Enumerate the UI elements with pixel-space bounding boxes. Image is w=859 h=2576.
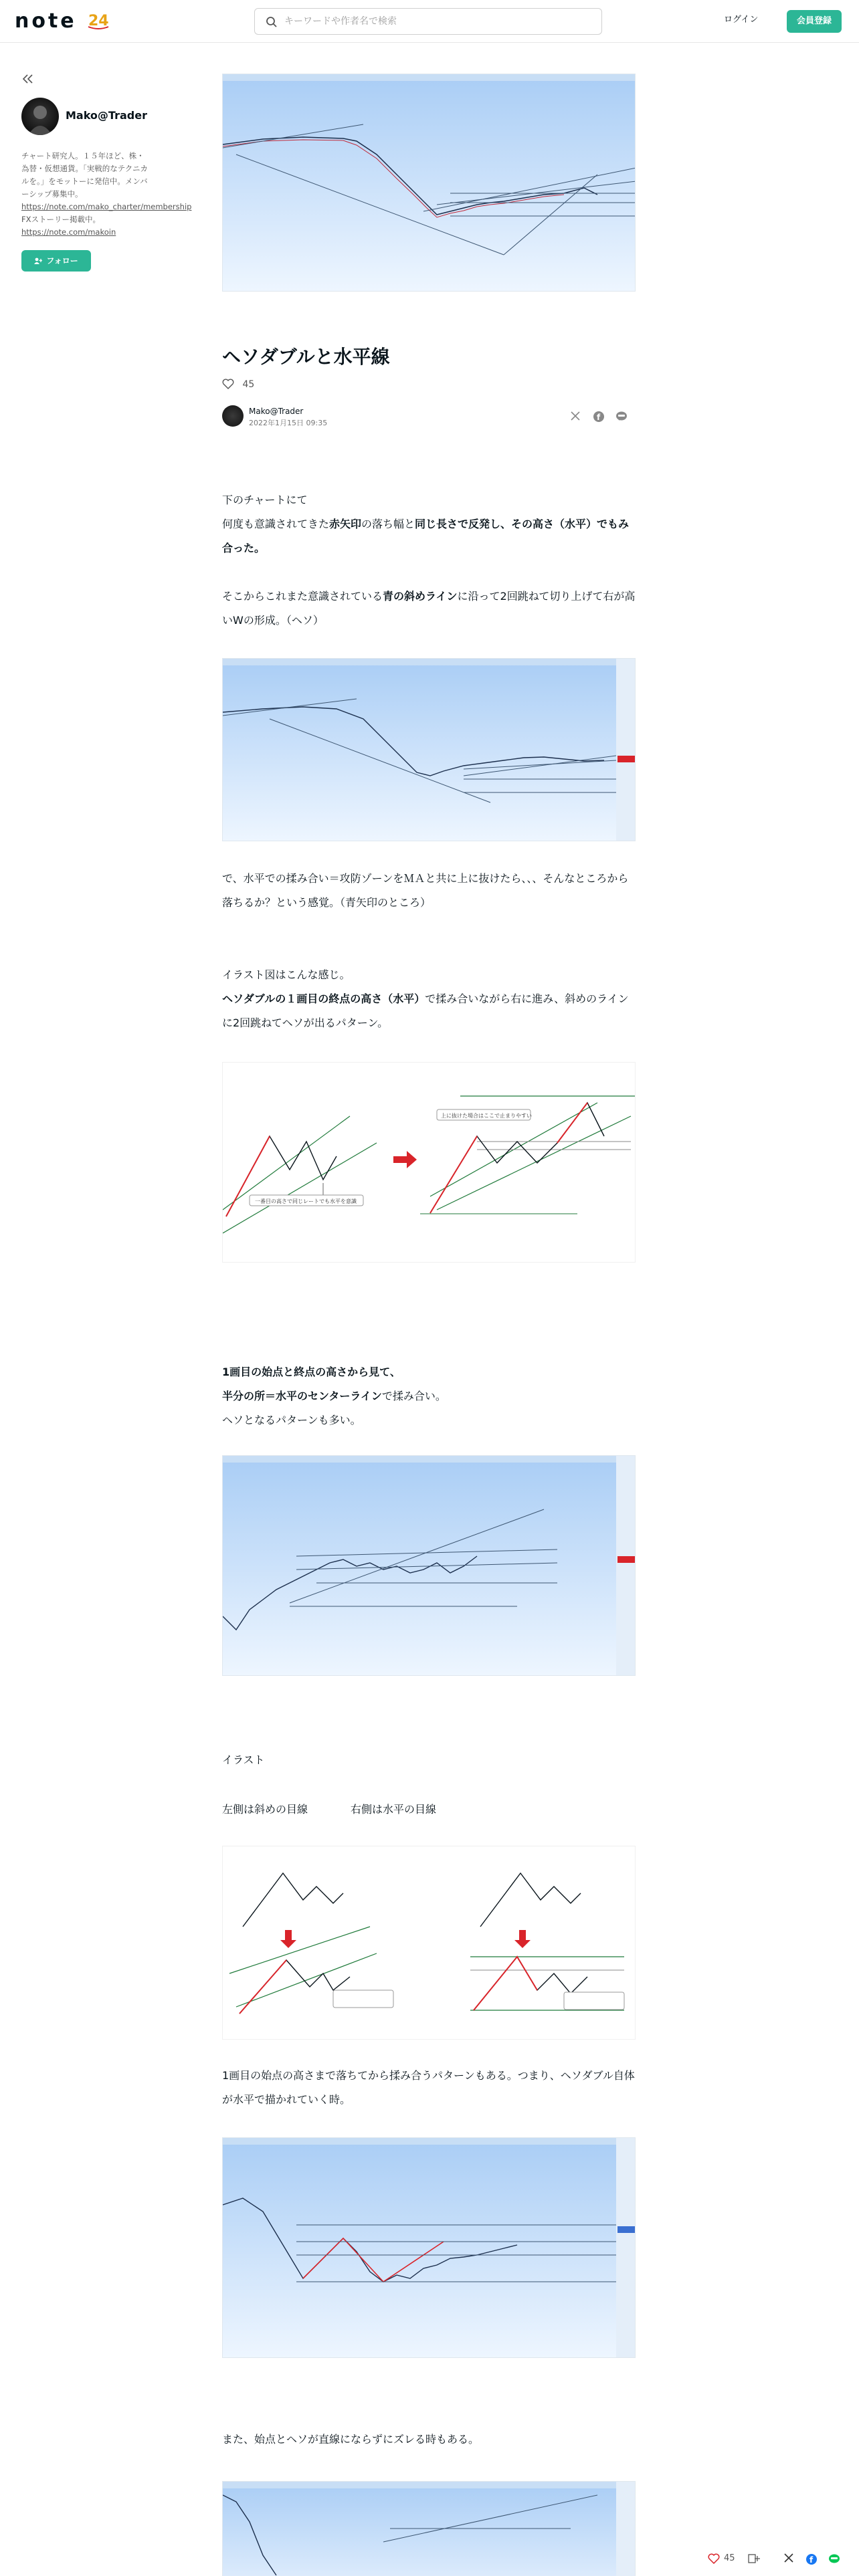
paragraph-1 xyxy=(222,488,636,560)
publish-date: 2022年1月15日 09:35 xyxy=(249,419,328,427)
p8-text: 1画目の始点の高さまで落ちてから揉み合うパターンもある。つまり、ヘソダブル自体が水平で描かれていく時。 xyxy=(222,2069,635,2106)
p2-bold-b: 青の斜めライン xyxy=(383,590,458,603)
paragraph-2 xyxy=(222,584,636,633)
float-facebook-icon[interactable] xyxy=(805,2553,818,2568)
search-box[interactable] xyxy=(254,8,602,35)
facebook-share-icon[interactable] xyxy=(593,411,606,424)
author-name[interactable]: Mako@Trader xyxy=(249,407,304,416)
p6-text: イラスト xyxy=(222,1753,265,1766)
creator-avatar[interactable] xyxy=(21,98,59,135)
paragraph-5 xyxy=(222,1360,636,1432)
p1-text-a: 何度も意識されてきた xyxy=(222,518,330,530)
anniversary-badge-icon xyxy=(87,8,110,31)
p1-bold-b: 赤矢印 xyxy=(329,518,362,530)
avatar-silhouette-icon xyxy=(21,98,59,135)
chart-2-graphic xyxy=(223,659,636,841)
follow-label: フォロー xyxy=(46,256,78,265)
header-chart-image[interactable] xyxy=(222,74,636,292)
like-count: 45 xyxy=(242,379,255,390)
heart-icon xyxy=(222,379,234,389)
paragraph-8 xyxy=(222,2064,636,2112)
search-icon xyxy=(266,16,278,28)
p1-line1: 下のチャートにて xyxy=(222,494,308,506)
float-x-icon[interactable] xyxy=(784,2553,793,2565)
chart-image-3[interactable] xyxy=(222,1455,636,1676)
signup-button[interactable]: 会員登録 xyxy=(787,10,842,33)
collapse-sidebar-icon[interactable] xyxy=(21,74,35,84)
bio-text: チャート研究人。１５年ほど、株・為替・仮想通貨。「実戦的なテクニカルを。」をモットーに発信中。メンバーシップ募集中。 xyxy=(21,151,149,199)
x-share-icon[interactable] xyxy=(570,411,583,424)
chart-5-graphic xyxy=(223,2482,636,2576)
logo-text: note xyxy=(15,9,77,33)
svg-text:f: f xyxy=(809,2555,814,2565)
illustration-2-graphic xyxy=(223,1846,636,2040)
illustration-1-top-label: 上に抜けた場合はここで止まりやすい xyxy=(441,1113,532,1119)
p2-text-c: に沿って2回跳ねて切り上げて右が高いWの形成。（ヘソ） xyxy=(222,590,636,627)
line-share-icon[interactable] xyxy=(615,411,629,424)
p5-bold-1: 1画目の始点と終点の高さから見て、 xyxy=(222,1366,401,1378)
login-button[interactable]: ログイン xyxy=(724,15,759,25)
illustration-1-bottom-label: 一番目の高さで同じレートでも水平を意識 xyxy=(255,1198,357,1204)
svg-text:f: f xyxy=(597,413,601,422)
p5-text-c: で揉み合い。 xyxy=(381,1390,446,1402)
float-heart-icon[interactable] xyxy=(708,2553,720,2567)
p7-text: 左側は斜めの目線 右側は水平の目線 xyxy=(222,1803,437,1816)
search-input[interactable] xyxy=(284,9,592,34)
note-logo[interactable] xyxy=(15,9,77,33)
illustration-image-2[interactable] xyxy=(222,1846,636,2040)
follow-person-icon xyxy=(34,257,42,264)
chart-image-2[interactable] xyxy=(222,658,636,841)
chart-image-5[interactable] xyxy=(222,2481,636,2576)
float-line-icon[interactable] xyxy=(828,2553,840,2568)
article-title: ヘソダブルと水平線 xyxy=(222,346,390,368)
svg-text:24: 24 xyxy=(88,13,109,29)
p5-bold-2: 半分の所＝水平のセンターライン xyxy=(222,1390,382,1402)
p4-bold: ヘソダブルの１画目の終点の高さ（水平） xyxy=(222,992,425,1005)
magazine-add-icon[interactable] xyxy=(748,2553,760,2567)
site-header xyxy=(0,0,859,43)
p1-text-c: の落ち幅と xyxy=(361,518,415,530)
bio-text-2: FXストーリー掲載中。 xyxy=(21,215,100,224)
paragraph-3 xyxy=(222,867,636,915)
p2-text-a: そこからこれまた意識されている xyxy=(222,590,383,603)
float-like-count: 45 xyxy=(724,2553,735,2563)
creator-bio xyxy=(21,150,192,239)
floating-action-bar xyxy=(705,2549,859,2569)
paragraph-9 xyxy=(222,2428,636,2452)
paragraph-6 xyxy=(222,1748,636,1772)
p4-line1: イラスト図はこんな感じ。 xyxy=(222,968,351,981)
p4-text: で揉み合いながら右に進み、斜めのラインに2回跳ねてヘソが出るパターン。 xyxy=(222,992,629,1029)
p5-text-d: ヘソとなるパターンも多い。 xyxy=(222,1414,361,1426)
p9-text: また、始点とヘソが直線にならずにズレる時もある。 xyxy=(222,2433,480,2446)
paragraph-7 xyxy=(222,1798,636,1822)
p3-text: で、水平での揉み合い＝攻防ゾーンをＭＡと共に上に抜けたら、、、そんなところから落ちるか？という感覚。（青矢印のところ） xyxy=(222,872,629,909)
profile-link[interactable]: https://note.com/makoin xyxy=(21,227,116,237)
follow-button[interactable] xyxy=(21,250,91,272)
paragraph-4 xyxy=(222,963,636,1035)
chart-3-graphic xyxy=(223,1456,636,1676)
illustration-1-graphic xyxy=(223,1063,636,1263)
author-avatar[interactable] xyxy=(222,405,244,427)
p1-bold-d: 同じ長さで反発し、その高さ（水平）でもみ合った。 xyxy=(222,518,630,554)
chart-4-graphic xyxy=(223,2138,636,2358)
hero-chart-graphic xyxy=(223,74,636,292)
creator-name[interactable]: Mako@Trader xyxy=(66,109,147,122)
membership-link[interactable]: https://note.com/mako_charter/membership xyxy=(21,202,192,211)
chart-image-4[interactable] xyxy=(222,2137,636,2358)
illustration-image-1[interactable] xyxy=(222,1062,636,1263)
like-row[interactable] xyxy=(222,379,254,390)
